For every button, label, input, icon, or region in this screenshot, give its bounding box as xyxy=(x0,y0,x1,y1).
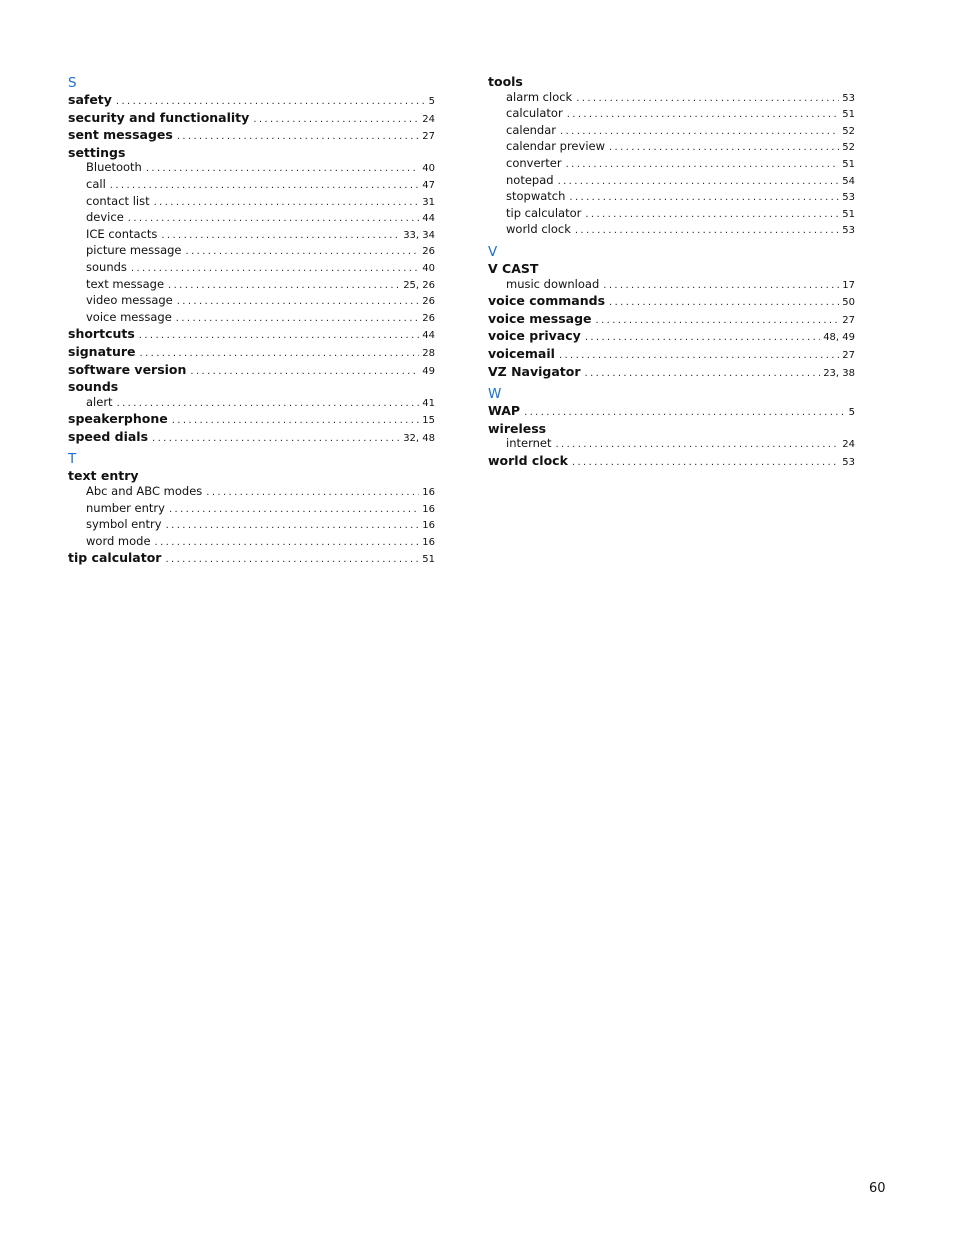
dot-leader xyxy=(155,535,420,551)
dot-leader xyxy=(555,437,839,453)
entry-term: speakerphone xyxy=(68,411,168,427)
entry-term: software version xyxy=(68,361,187,377)
dot-leader xyxy=(177,294,420,310)
dot-leader xyxy=(166,518,420,534)
dot-leader xyxy=(560,124,839,140)
index-entry xyxy=(68,411,435,429)
subentry-term: alert xyxy=(86,394,113,409)
index-subentry xyxy=(488,277,855,294)
subentry-term: music download xyxy=(506,276,600,291)
subentry-term: alarm clock xyxy=(506,89,573,104)
index-subentry xyxy=(68,210,435,227)
page-reference: 28 xyxy=(422,347,435,359)
dot-leader xyxy=(139,328,419,344)
subentry-term: contact list xyxy=(86,193,150,208)
page-reference: 26 xyxy=(422,312,435,324)
page-reference: 51 xyxy=(842,109,855,121)
entry-term: WAP xyxy=(488,403,521,419)
dot-leader xyxy=(168,278,400,294)
index-subentry xyxy=(68,293,435,310)
page-reference: 53 xyxy=(842,192,855,204)
page-reference: 49 xyxy=(422,365,435,377)
index-column-left xyxy=(68,74,435,568)
page-reference: 26 xyxy=(422,296,435,308)
dot-leader xyxy=(609,140,839,156)
dot-leader xyxy=(569,190,839,206)
index-subentry xyxy=(68,194,435,211)
entry-term: voice message xyxy=(488,310,592,326)
page-reference: 16 xyxy=(422,503,435,515)
section-letter-t: T xyxy=(68,451,77,468)
index-entry xyxy=(488,453,855,471)
entry-term: safety xyxy=(68,92,112,107)
index-subentry xyxy=(68,534,435,551)
index-entry xyxy=(68,468,435,484)
dot-leader xyxy=(116,94,426,110)
index-entry xyxy=(68,362,435,380)
index-entry xyxy=(68,550,435,568)
index-subentry xyxy=(488,436,855,453)
index-subentry xyxy=(68,177,435,194)
section-letter-s: S xyxy=(68,75,77,91)
dot-leader xyxy=(603,278,839,294)
page-reference: 47 xyxy=(422,179,435,191)
page-reference: 50 xyxy=(842,297,855,309)
dot-leader xyxy=(206,485,419,501)
entry-term: text entry xyxy=(68,468,139,484)
entry-term: voice privacy xyxy=(488,328,581,344)
dot-leader xyxy=(572,455,839,471)
index-entry xyxy=(488,346,855,364)
index-subentry xyxy=(488,139,855,156)
dot-leader xyxy=(596,313,840,329)
index-section-s xyxy=(68,92,435,446)
dot-leader xyxy=(559,348,839,364)
dot-leader xyxy=(575,223,839,239)
section-letter-v: V xyxy=(488,243,498,260)
page-number: 60 xyxy=(869,1181,886,1196)
page-reference: 40 xyxy=(422,163,435,175)
page-reference: 16 xyxy=(422,536,435,548)
index-subentry xyxy=(488,156,855,173)
index-entry xyxy=(488,364,855,382)
index-subentry xyxy=(488,123,855,140)
page-reference: 31 xyxy=(422,196,435,208)
page-reference: 27 xyxy=(422,131,435,143)
index-subentry xyxy=(488,189,855,206)
dot-leader xyxy=(152,431,400,447)
index-entry xyxy=(488,328,855,346)
index-subentry xyxy=(68,484,435,501)
index-subentry xyxy=(488,90,855,107)
entry-term: settings xyxy=(68,144,126,160)
dot-leader xyxy=(128,211,419,227)
index-subentry xyxy=(68,517,435,534)
page-reference: 51 xyxy=(842,208,855,220)
page-reference: 51 xyxy=(842,158,855,170)
page-reference: 26 xyxy=(422,246,435,258)
dot-leader xyxy=(576,91,839,107)
page-reference: 27 xyxy=(842,314,855,326)
dot-leader xyxy=(253,112,419,128)
dot-leader xyxy=(110,178,420,194)
page-reference: 16 xyxy=(422,520,435,532)
page-reference: 5 xyxy=(428,96,435,107)
page-reference: 54 xyxy=(842,175,855,187)
index-entry xyxy=(488,421,855,437)
index-entry xyxy=(68,127,435,145)
index-entry xyxy=(68,429,435,447)
page-reference: 52 xyxy=(842,142,855,154)
subentry-term: ICE contacts xyxy=(86,226,158,241)
page-reference: 52 xyxy=(842,125,855,137)
dot-leader xyxy=(165,552,419,568)
page-reference: 41 xyxy=(422,397,435,409)
subentry-term: Abc and ABC modes xyxy=(86,484,203,499)
entry-term: sent messages xyxy=(68,127,173,143)
page-reference: 32, 48 xyxy=(403,432,435,444)
index-subentry xyxy=(68,395,435,412)
page-reference: 44 xyxy=(422,330,435,342)
entry-term: V CAST xyxy=(488,260,539,276)
dot-leader xyxy=(169,502,419,518)
dot-leader xyxy=(585,207,839,223)
subentry-term: calendar xyxy=(506,122,557,137)
index-entry xyxy=(68,110,435,128)
subentry-term: notepad xyxy=(506,172,554,187)
dot-leader xyxy=(140,346,420,362)
dot-leader xyxy=(585,330,820,346)
index-entry xyxy=(68,379,435,395)
dot-leader xyxy=(131,261,419,277)
page-reference: 16 xyxy=(422,487,435,499)
index-entry xyxy=(68,92,435,110)
entry-term: speed dials xyxy=(68,428,149,444)
subentry-term: voice message xyxy=(86,309,172,324)
page-reference: 51 xyxy=(422,554,435,566)
subentry-term: text message xyxy=(86,276,165,291)
entry-term: world clock xyxy=(488,452,568,468)
dot-leader xyxy=(161,228,400,244)
dot-leader xyxy=(117,396,420,412)
page-reference: 24 xyxy=(842,439,855,451)
page-reference: 40 xyxy=(422,262,435,274)
page-reference: 23, 38 xyxy=(823,367,855,379)
entry-term: voicemail xyxy=(488,345,555,361)
entry-term: voice commands xyxy=(488,293,606,309)
index-subentry xyxy=(68,260,435,277)
index-subentry xyxy=(488,206,855,223)
entry-term: tip calculator xyxy=(68,550,162,566)
entry-term: security and functionality xyxy=(68,109,250,125)
entry-term: signature xyxy=(68,343,136,359)
dot-leader xyxy=(146,161,419,177)
index-section-t-continued xyxy=(488,74,855,239)
dot-leader xyxy=(524,405,846,421)
subentry-term: calendar preview xyxy=(506,139,605,154)
index-subentry xyxy=(68,160,435,177)
index-entry xyxy=(488,74,855,90)
index-subentry xyxy=(488,106,855,123)
subentry-term: picture message xyxy=(86,243,182,258)
subentry-term: internet xyxy=(506,436,552,451)
dot-leader xyxy=(186,244,420,260)
index-subentry xyxy=(68,243,435,260)
subentry-term: Bluetooth xyxy=(86,160,142,175)
page-reference: 53 xyxy=(842,92,855,104)
index-subentry xyxy=(488,173,855,190)
dot-leader xyxy=(566,157,840,173)
index-entry xyxy=(488,261,855,277)
page-reference: 53 xyxy=(842,456,855,468)
subentry-term: call xyxy=(86,176,106,191)
subentry-term: calculator xyxy=(506,106,563,121)
page-reference: 17 xyxy=(842,279,855,291)
page-reference: 48, 49 xyxy=(823,332,855,344)
entry-term: shortcuts xyxy=(68,326,135,342)
subentry-term: symbol entry xyxy=(86,517,162,532)
index-subentry xyxy=(68,501,435,518)
page-reference: 53 xyxy=(842,225,855,237)
index-subentry xyxy=(68,227,435,244)
index-entry xyxy=(488,311,855,329)
subentry-term: word mode xyxy=(86,533,151,548)
entry-term: tools xyxy=(488,74,523,89)
dot-leader xyxy=(567,107,840,123)
index-entry xyxy=(488,293,855,311)
dot-leader xyxy=(176,311,419,327)
dot-leader xyxy=(154,195,420,211)
index-section-v xyxy=(488,261,855,381)
index-section-w xyxy=(488,403,855,470)
page-reference: 25, 26 xyxy=(403,279,435,291)
page-reference: 15 xyxy=(422,415,435,427)
subentry-term: video message xyxy=(86,293,173,308)
subentry-term: world clock xyxy=(506,222,571,237)
page-reference: 27 xyxy=(842,349,855,361)
page-reference: 44 xyxy=(422,213,435,225)
entry-term: VZ Navigator xyxy=(488,363,581,379)
entry-term: wireless xyxy=(488,420,547,436)
index-section-t xyxy=(68,468,435,568)
dot-leader xyxy=(558,174,840,190)
page-reference: 24 xyxy=(422,113,435,125)
index-entry xyxy=(68,344,435,362)
section-letter-w: W xyxy=(488,386,502,403)
index-column-right xyxy=(488,74,855,470)
dot-leader xyxy=(172,413,420,429)
index-subentry xyxy=(68,277,435,294)
dot-leader xyxy=(190,364,419,380)
subentry-term: tip calculator xyxy=(506,205,582,220)
subentry-term: sounds xyxy=(86,259,127,274)
page-reference: 33, 34 xyxy=(403,229,435,241)
index-entry xyxy=(488,403,855,421)
subentry-term: number entry xyxy=(86,500,165,515)
index-entry xyxy=(68,326,435,344)
dot-leader xyxy=(585,366,821,382)
subentry-term: converter xyxy=(506,155,562,170)
index-entry xyxy=(68,145,435,161)
page-reference: 5 xyxy=(848,407,855,419)
subentry-term: stopwatch xyxy=(506,189,566,204)
index-subentry xyxy=(488,222,855,239)
dot-leader xyxy=(609,295,839,311)
entry-term: sounds xyxy=(68,379,119,395)
index-subentry xyxy=(68,310,435,327)
subentry-term: device xyxy=(86,210,124,225)
dot-leader xyxy=(177,129,419,145)
